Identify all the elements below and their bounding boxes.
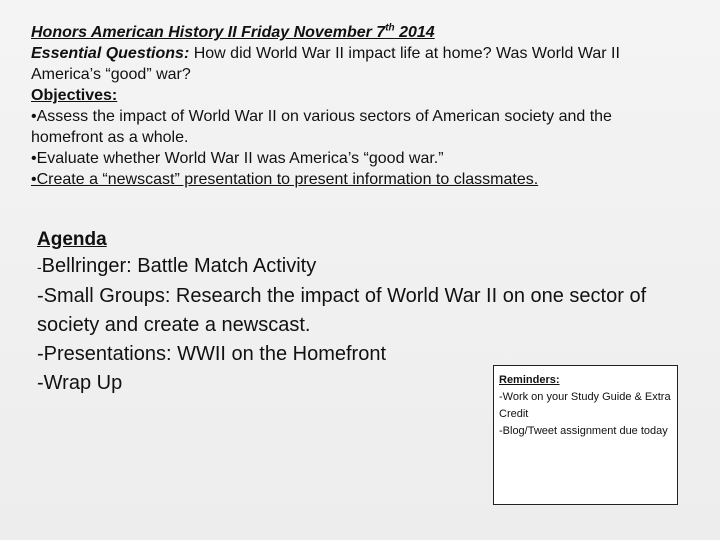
title-year: 2014 (394, 24, 435, 41)
agenda-dash: - (37, 259, 42, 275)
essential-questions-text: How did World War II impact life at home? Was World War II America’s “good” war? (31, 45, 620, 83)
agenda-item: -Wrap Up (37, 372, 123, 394)
objectives-label: Objectives: (31, 87, 118, 104)
agenda-item (37, 252, 697, 282)
essential-questions-label: Essential Questions: (31, 45, 190, 62)
title-superscript: th (385, 22, 395, 34)
reminders-box (493, 365, 678, 505)
agenda-title: Agenda (37, 229, 107, 250)
title-main: Honors American History II Friday November 7 (31, 24, 386, 41)
agenda-item: -Small Groups: Research the impact of World War II on one sector of society and create a newscast. (37, 285, 647, 336)
essential-questions (31, 43, 681, 85)
objective-item: •Evaluate whether World War II was America’s “good war.” (31, 150, 444, 167)
objective-item: •Create a “newscast” presentation to present information to classmates. (31, 171, 539, 188)
agenda-item: -Presentations: WWII on the Homefront (37, 343, 387, 365)
reminder-item: -Blog/Tweet assignment due today (499, 425, 668, 437)
page-title (31, 22, 681, 43)
header-text-box (31, 22, 681, 190)
reminder-item: -Work on your Study Guide & Extra Credit (499, 391, 671, 420)
objective-item: •Assess the impact of World War II on various sectors of American society and the homefront as a whole. (31, 108, 612, 146)
reminders-title: Reminders: (499, 374, 560, 386)
agenda-item-text: Bellringer: Battle Match Activity (41, 255, 317, 277)
